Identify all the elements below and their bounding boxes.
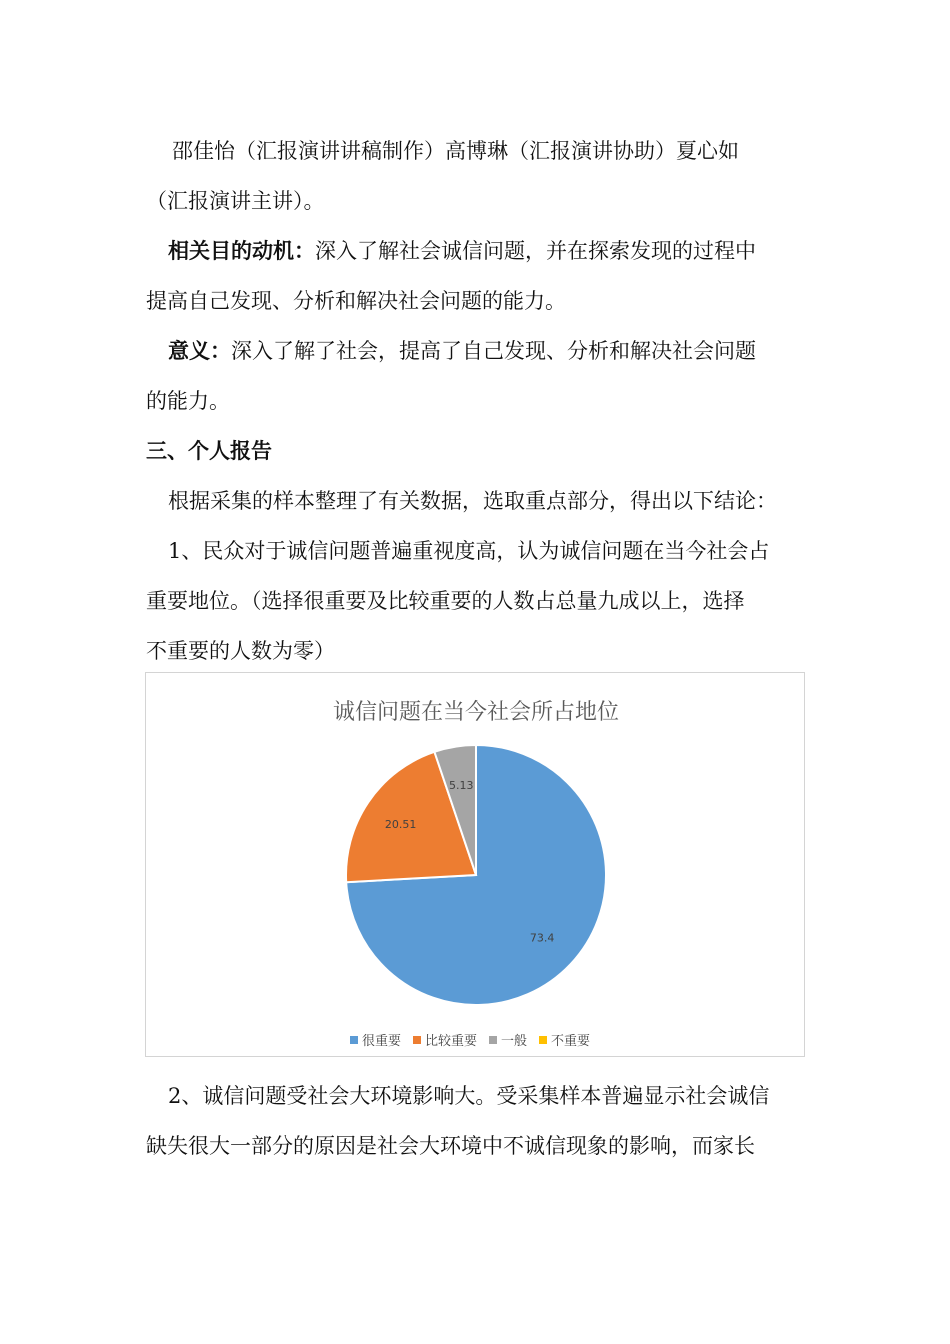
legend-swatch-2 bbox=[413, 1036, 421, 1044]
motivation-text: 深入了解社会诚信问题，并在探索发现的过程中 bbox=[315, 239, 756, 263]
legend-label-3: 一般 bbox=[501, 1034, 528, 1049]
paragraph-authors-line2: （汇报演讲主讲）。 bbox=[146, 189, 325, 213]
legend-swatch-4 bbox=[539, 1036, 547, 1044]
meaning-label: 意义： bbox=[168, 339, 231, 363]
paragraph-conclusion2-line1: 2、诚信问题受社会大环境影响大。受采集样本普遍显示社会诚信 bbox=[168, 1084, 770, 1108]
chart-title: 诚信问题在当今社会所占地位 bbox=[332, 700, 620, 725]
pie-chart-svg bbox=[146, 673, 806, 1058]
legend-label-1: 很重要 bbox=[362, 1034, 402, 1049]
legend-label-4: 不重要 bbox=[551, 1034, 591, 1049]
paragraph-conclusion1-line2: 重要地位。（选择很重要及比较重要的人数占总量九成以上，选择 bbox=[146, 589, 745, 613]
paragraph-summary: 根据采集的样本整理了有关数据，选取重点部分，得出以下结论： bbox=[168, 489, 777, 513]
legend-label-2: 比较重要 bbox=[425, 1034, 478, 1049]
pie-chart bbox=[145, 672, 805, 1057]
pie-data-label-1: 73.4 bbox=[529, 931, 555, 945]
paragraph-meaning-line2: 的能力。 bbox=[146, 389, 230, 413]
paragraph-conclusion2-line2: 缺失很大一部分的原因是社会大环境中不诚信现象的影响，而家长 bbox=[146, 1134, 755, 1158]
motivation-label: 相关目的动机： bbox=[168, 239, 315, 263]
pie-data-label-2: 20.51 bbox=[384, 818, 417, 832]
legend-swatch-1 bbox=[350, 1036, 358, 1044]
pie-data-label-3: 5.13 bbox=[449, 779, 474, 793]
section-heading: 三、个人报告 bbox=[146, 439, 272, 463]
paragraph-motivation-line1 bbox=[168, 237, 810, 265]
paragraph-authors-line1: 邵佳怡（汇报演讲讲稿制作）高博琳（汇报演讲协助）夏心如 bbox=[172, 139, 739, 163]
meaning-text: 深入了解了社会，提高了自己发现、分析和解决社会问题 bbox=[231, 339, 756, 363]
paragraph-motivation-line2: 提高自己发现、分析和解决社会问题的能力。 bbox=[146, 289, 566, 313]
paragraph-meaning-line1 bbox=[168, 337, 810, 365]
paragraph-conclusion1-line3: 不重要的人数为零） bbox=[146, 639, 335, 663]
paragraph-conclusion1-line1: 1、民众对于诚信问题普遍重视度高，认为诚信问题在当今社会占 bbox=[168, 539, 770, 563]
legend-swatch-3 bbox=[489, 1036, 497, 1044]
